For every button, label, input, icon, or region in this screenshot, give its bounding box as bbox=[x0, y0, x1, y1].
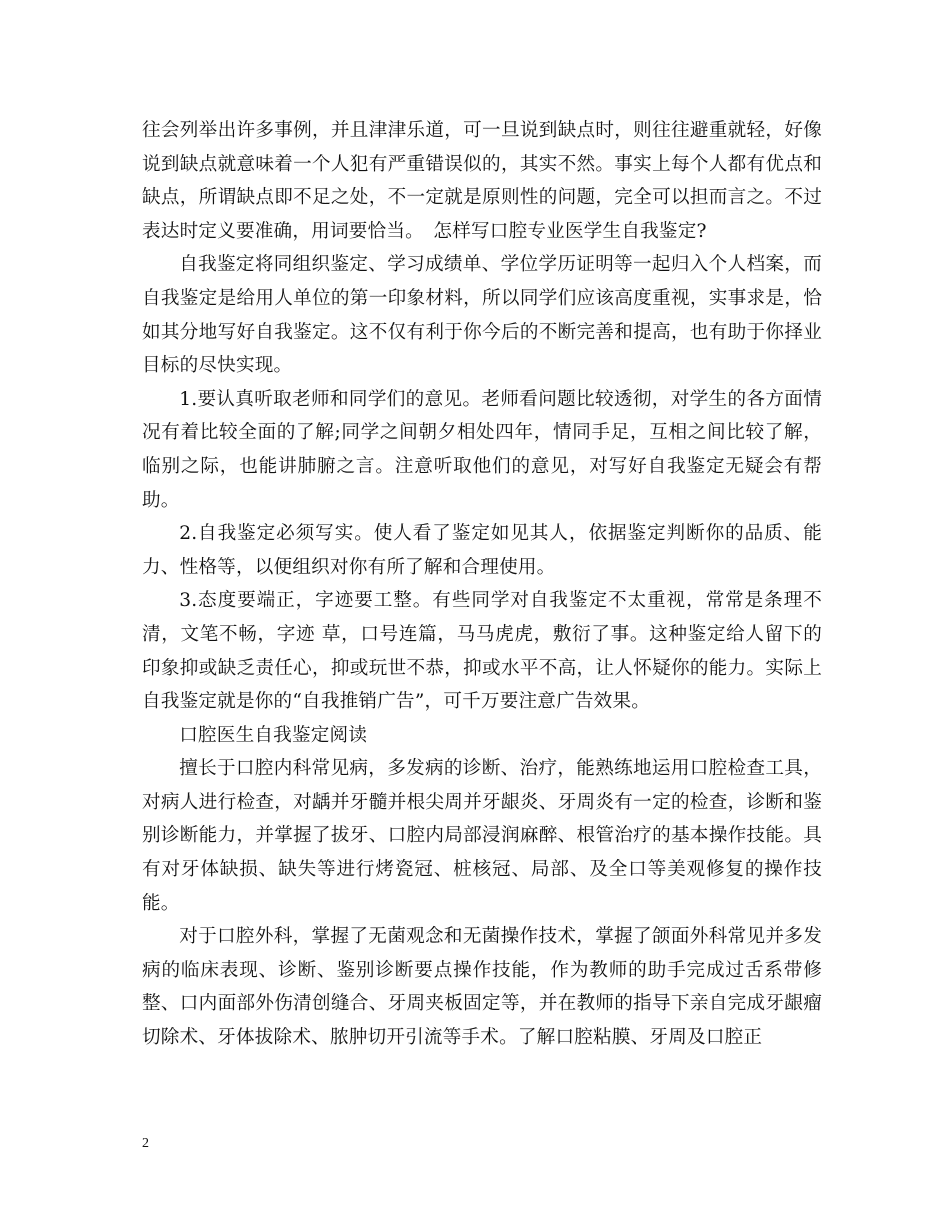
paragraph-1: 往会列举出许多事例，并且津津乐道，可一旦说到缺点时，则往往避重就轻，好像说到缺点就意味着一个人犯有严重错误似的，其实不然。事实上每个人都有优点和缺点，所谓缺点即不足之处，不一定就是原则性的问题，完全可以担而言之。不过表达时定义要准确，用词要恰当。 怎样写口腔专业医学生自我鉴定? bbox=[142, 120, 822, 242]
paragraph-7: 擅长于口腔内科常见病，多发病的诊断、治疗，能熟练地运用口腔检查工具，对病人进行检查，对龋并牙髓并根尖周并牙龈炎、牙周炎有一定的检查，诊断和鉴别诊断能力，并掌握了拔牙、口腔内局部浸润麻醉、根管治疗的基本操作技能。具有对牙体缺损、缺失等进行烤瓷冠、桩核冠、局部、及全口等美观修复的操作技能。 bbox=[142, 758, 822, 914]
paragraph-5: 3.态度要端正，字迹要工整。有些同学对自我鉴定不太重视，常常是条理不清，文笔不畅，字迹 草，口号连篇，马马虎虎，敷衍了事。这种鉴定给人留下的印象抑或缺乏责任心，抑或玩世不恭，抑或水平不高，让人怀疑你的能力。实际上自我鉴定就是你的“自我推销广告”，可千万要注意广告效果。 bbox=[142, 590, 822, 713]
document-body bbox=[142, 114, 822, 1055]
paragraph-8: 对于口腔外科，掌握了无菌观念和无菌操作技术，掌握了颌面外科常见并多发病的临床表现、诊断、鉴别诊断要点操作技能，作为教师的助手完成过舌系带修整、口内面部外伤清创缝合、牙周夹板固定等，并在教师的指导下亲自完成牙龈瘤切除术、牙体拔除术、脓肿切开引流等手术。了解口腔粘膜、牙周及口腔正 bbox=[142, 926, 822, 1049]
paragraph-3: 1.要认真听取老师和同学们的意见。老师看问题比较透彻，对学生的各方面情况有着比较全面的了解;同学之间朝夕相处四年，情同手足，互相之间比较了解，临别之际，也能讲肺腑之言。注意听取他们的意见，对写好自我鉴定无疑会有帮助。 bbox=[142, 388, 822, 511]
section-heading: 口腔医生自我鉴定阅读 bbox=[179, 724, 368, 746]
page-number: 2 bbox=[142, 1136, 149, 1151]
paragraph-4: 2.自我鉴定必须写实。使人看了鉴定如见其人，依据鉴定判断你的品质、能力、性格等，以便组织对你有所了解和合理使用。 bbox=[142, 523, 822, 578]
paragraph-2: 自我鉴定将同组织鉴定、学习成绩单、学位学历证明等一起归入个人档案，而自我鉴定是给用人单位的第一印象材料，所以同学们应该高度重视，实事求是，恰如其分地写好自我鉴定。这不仅有利于你今后的不断完善和提高，也有助于你择业目标的尽快实现。 bbox=[142, 254, 822, 377]
